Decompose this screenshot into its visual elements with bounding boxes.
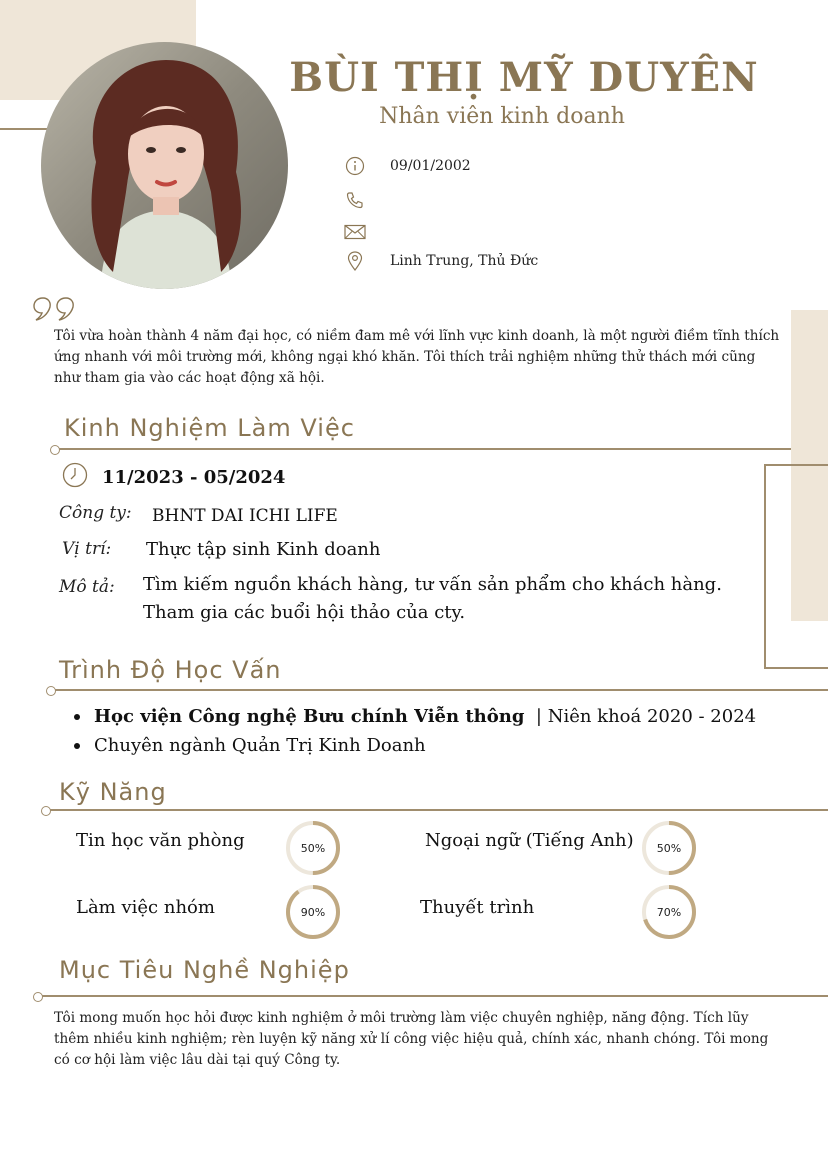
skill-name-office: Tin học văn phòng xyxy=(76,830,245,851)
education-period: | Niên khoá 2020 - 2024 xyxy=(535,706,757,727)
info-icon xyxy=(342,155,368,177)
education-major-item xyxy=(74,731,756,760)
section-title-education: Trình Độ Học Vấn xyxy=(59,656,282,684)
education-school-item xyxy=(74,702,756,731)
skill-level-presentation xyxy=(641,884,697,940)
mail-icon xyxy=(342,221,368,243)
section-title-goal: Mục Tiêu Nghề Nghiệp xyxy=(59,956,350,984)
location-pin-icon xyxy=(342,250,368,272)
section-rule-education xyxy=(53,689,828,691)
position-label: Vị trí: xyxy=(62,539,112,559)
position-value: Thực tập sinh Kinh doanh xyxy=(146,539,381,560)
section-title-skills: Kỹ Năng xyxy=(59,778,167,806)
skill-level-teamwork xyxy=(285,884,341,940)
contact-birthdate-row xyxy=(342,155,471,177)
skill-name-presentation: Thuyết trình xyxy=(420,897,535,918)
experience-period-text: 11/2023 - 05/2024 xyxy=(102,466,286,488)
description-line-1: Tìm kiếm nguồn khách hàng, tư vấn sản phẩm cho khách hàng. xyxy=(143,574,722,595)
career-goal-text: Tôi mong muốn học hỏi được kinh nghiệm ở môi trường làm việc chuyên nghiệp, năng động. Tích lũy thêm nhiều kinh nghiệm; rèn luyện kỹ năng xử lí công việc hiệu quả, chính xác, nhanh chóng. Tôi mong có cơ hội làm việc lâu dài tại quý Công ty. xyxy=(54,1010,769,1068)
quote-icon xyxy=(33,296,77,326)
skill-percent-presentation: 70% xyxy=(656,905,682,919)
contact-email-row xyxy=(342,221,390,243)
profile-photo xyxy=(41,42,288,289)
contact-address-row xyxy=(342,250,538,272)
contact-address: Linh Trung, Thủ Đức xyxy=(390,253,539,269)
profile-summary: Tôi vừa hoàn thành 4 năm đại học, có niềm đam mê với lĩnh vực kinh doanh, là một người điềm tĩnh thích ứng nhanh với môi trường mới, không ngại khó khăn. Tôi thích trải nghiệm những thử thách mới cũng như tham gia vào các hoạt động xã hội. xyxy=(54,328,780,386)
company-label: Công ty: xyxy=(59,503,132,523)
skill-name-teamwork: Làm việc nhóm xyxy=(76,897,215,918)
phone-icon xyxy=(342,189,368,211)
education-major: Chuyên ngành Quản Trị Kinh Doanh xyxy=(94,735,426,756)
experience-period xyxy=(62,462,285,492)
skill-name-english: Ngoại ngữ (Tiếng Anh) xyxy=(425,830,634,851)
skill-percent-office: 50% xyxy=(300,841,326,855)
section-rule-experience xyxy=(57,448,791,450)
description-line-2: Tham gia các buổi hội thảo của cty. xyxy=(143,602,466,623)
decor-right-frame xyxy=(764,464,828,669)
skill-level-english xyxy=(641,820,697,876)
candidate-name: BÙI THỊ MỸ DUYÊN xyxy=(289,54,759,101)
education-list xyxy=(74,702,756,760)
company-value: BHNT DAI ICHI LIFE xyxy=(152,506,338,526)
contact-phone-row xyxy=(342,189,390,211)
section-rule-goal xyxy=(40,995,828,997)
section-rule-skills xyxy=(48,809,828,811)
clock-icon xyxy=(62,462,88,492)
education-school: Học viện Công nghệ Bưu chính Viễn thông xyxy=(94,706,525,727)
candidate-role: Nhân viên kinh doanh xyxy=(379,104,625,129)
description-label: Mô tả: xyxy=(59,577,115,597)
contact-birthdate: 09/01/2002 xyxy=(390,158,471,174)
portrait-photo-icon xyxy=(41,42,288,289)
skill-percent-english: 50% xyxy=(656,841,682,855)
section-title-experience: Kinh Nghiệm Làm Việc xyxy=(64,414,355,442)
skill-level-office xyxy=(285,820,341,876)
skill-percent-teamwork: 90% xyxy=(300,905,326,919)
